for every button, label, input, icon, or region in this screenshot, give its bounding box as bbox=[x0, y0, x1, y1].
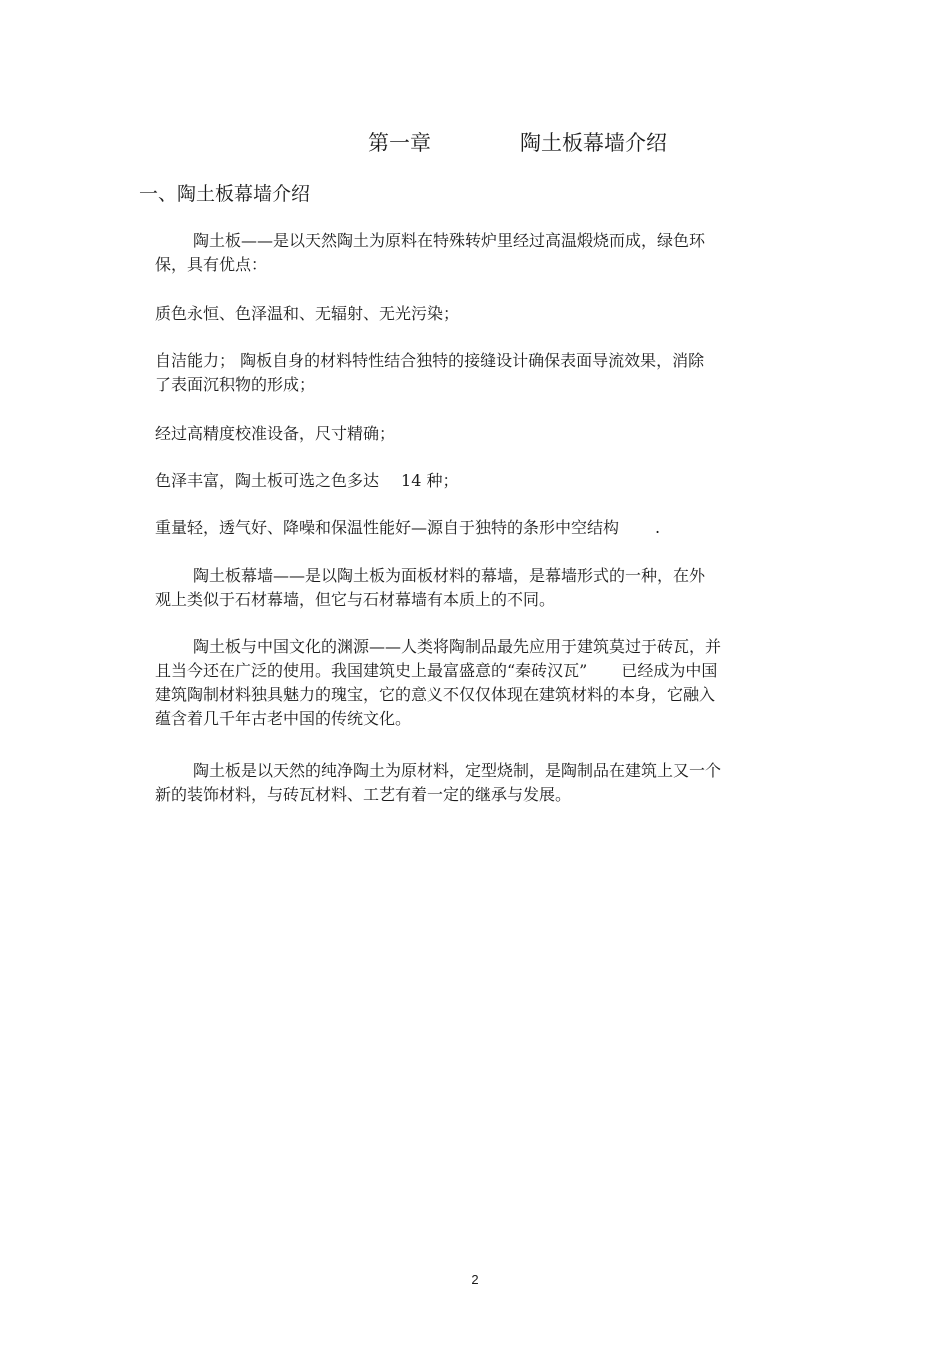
paragraph-line: 新的装饰材料，与砖瓦材料、工艺有着一定的继承与发展。 bbox=[155, 785, 572, 804]
chapter-number: 第一章 bbox=[368, 131, 431, 155]
section-heading: 一、陶土板幕墙介绍 bbox=[139, 183, 311, 205]
page-number: 2 bbox=[471, 1272, 479, 1287]
paragraph-material-heritage bbox=[155, 759, 815, 807]
paragraph-line: 经过高精度校准设备，尺寸精确； bbox=[155, 424, 396, 443]
chapter-name: 陶土板幕墙介绍 bbox=[520, 131, 667, 155]
paragraph-curtain-wall-definition bbox=[155, 564, 815, 612]
paragraph-line: 保，具有优点： bbox=[155, 255, 268, 274]
paragraph-clay-panel-definition bbox=[155, 229, 815, 277]
paragraph-line: 质色永恒、色泽温和、无辐射、无光污染； bbox=[155, 304, 460, 323]
paragraph-advantage-colors bbox=[155, 469, 815, 493]
paragraph-line: 建筑陶制材料独具魅力的瑰宝，它的意义不仅仅体现在建筑材料的本身，它融入 bbox=[155, 685, 716, 704]
paragraph-line bbox=[155, 516, 815, 540]
paragraph-line: 观上类似于石材幕墙，但它与石材幕墙有本质上的不同。 bbox=[155, 590, 556, 609]
text-fragment: 14 种； bbox=[401, 471, 459, 490]
paragraph-line: 陶土板幕墙——是以陶土板为面板材料的幕墙，是幕墙形式的一种，在外 bbox=[193, 566, 706, 585]
text-fragment: 已经成为中国 bbox=[621, 661, 718, 680]
paragraph-line: 了表面沉积物的形成； bbox=[155, 375, 316, 394]
text-fragment: 重量轻，透气好、降噪和保温性能好—源自于独特的条形中空结构 bbox=[155, 518, 620, 537]
text-fragment: 色泽丰富，陶土板可选之色多达 bbox=[155, 471, 380, 490]
paragraph-advantage-lightweight bbox=[155, 516, 815, 540]
paragraph-line bbox=[155, 659, 815, 683]
paragraph-advantage-precision bbox=[155, 422, 815, 446]
paragraph-line bbox=[155, 469, 815, 493]
paragraph-line: 陶土板与中国文化的渊源——人类将陶制品最先应用于建筑莫过于砖瓦，并 bbox=[193, 637, 722, 656]
paragraph-advantage-color bbox=[155, 302, 815, 326]
text-fragment: . bbox=[655, 518, 661, 537]
paragraph-advantage-self-cleaning bbox=[155, 349, 815, 397]
paragraph-line: 自洁能力； 陶板自身的材料特性结合独特的接缝设计确保表面导流效果，消除 bbox=[155, 351, 705, 370]
text-fragment: 且当今还在广泛的使用。我国建筑史上最富盛意的“秦砖汉瓦” bbox=[155, 661, 588, 680]
paragraph-line: 陶土板是以天然的纯净陶土为原材料，定型烧制，是陶制品在建筑上又一个 bbox=[193, 761, 722, 780]
paragraph-chinese-culture bbox=[155, 635, 815, 731]
paragraph-line: 蕴含着几千年古老中国的传统文化。 bbox=[155, 709, 412, 728]
paragraph-line: 陶土板——是以天然陶土为原料在特殊转炉里经过高温煅烧而成，绿色环 bbox=[193, 231, 706, 250]
